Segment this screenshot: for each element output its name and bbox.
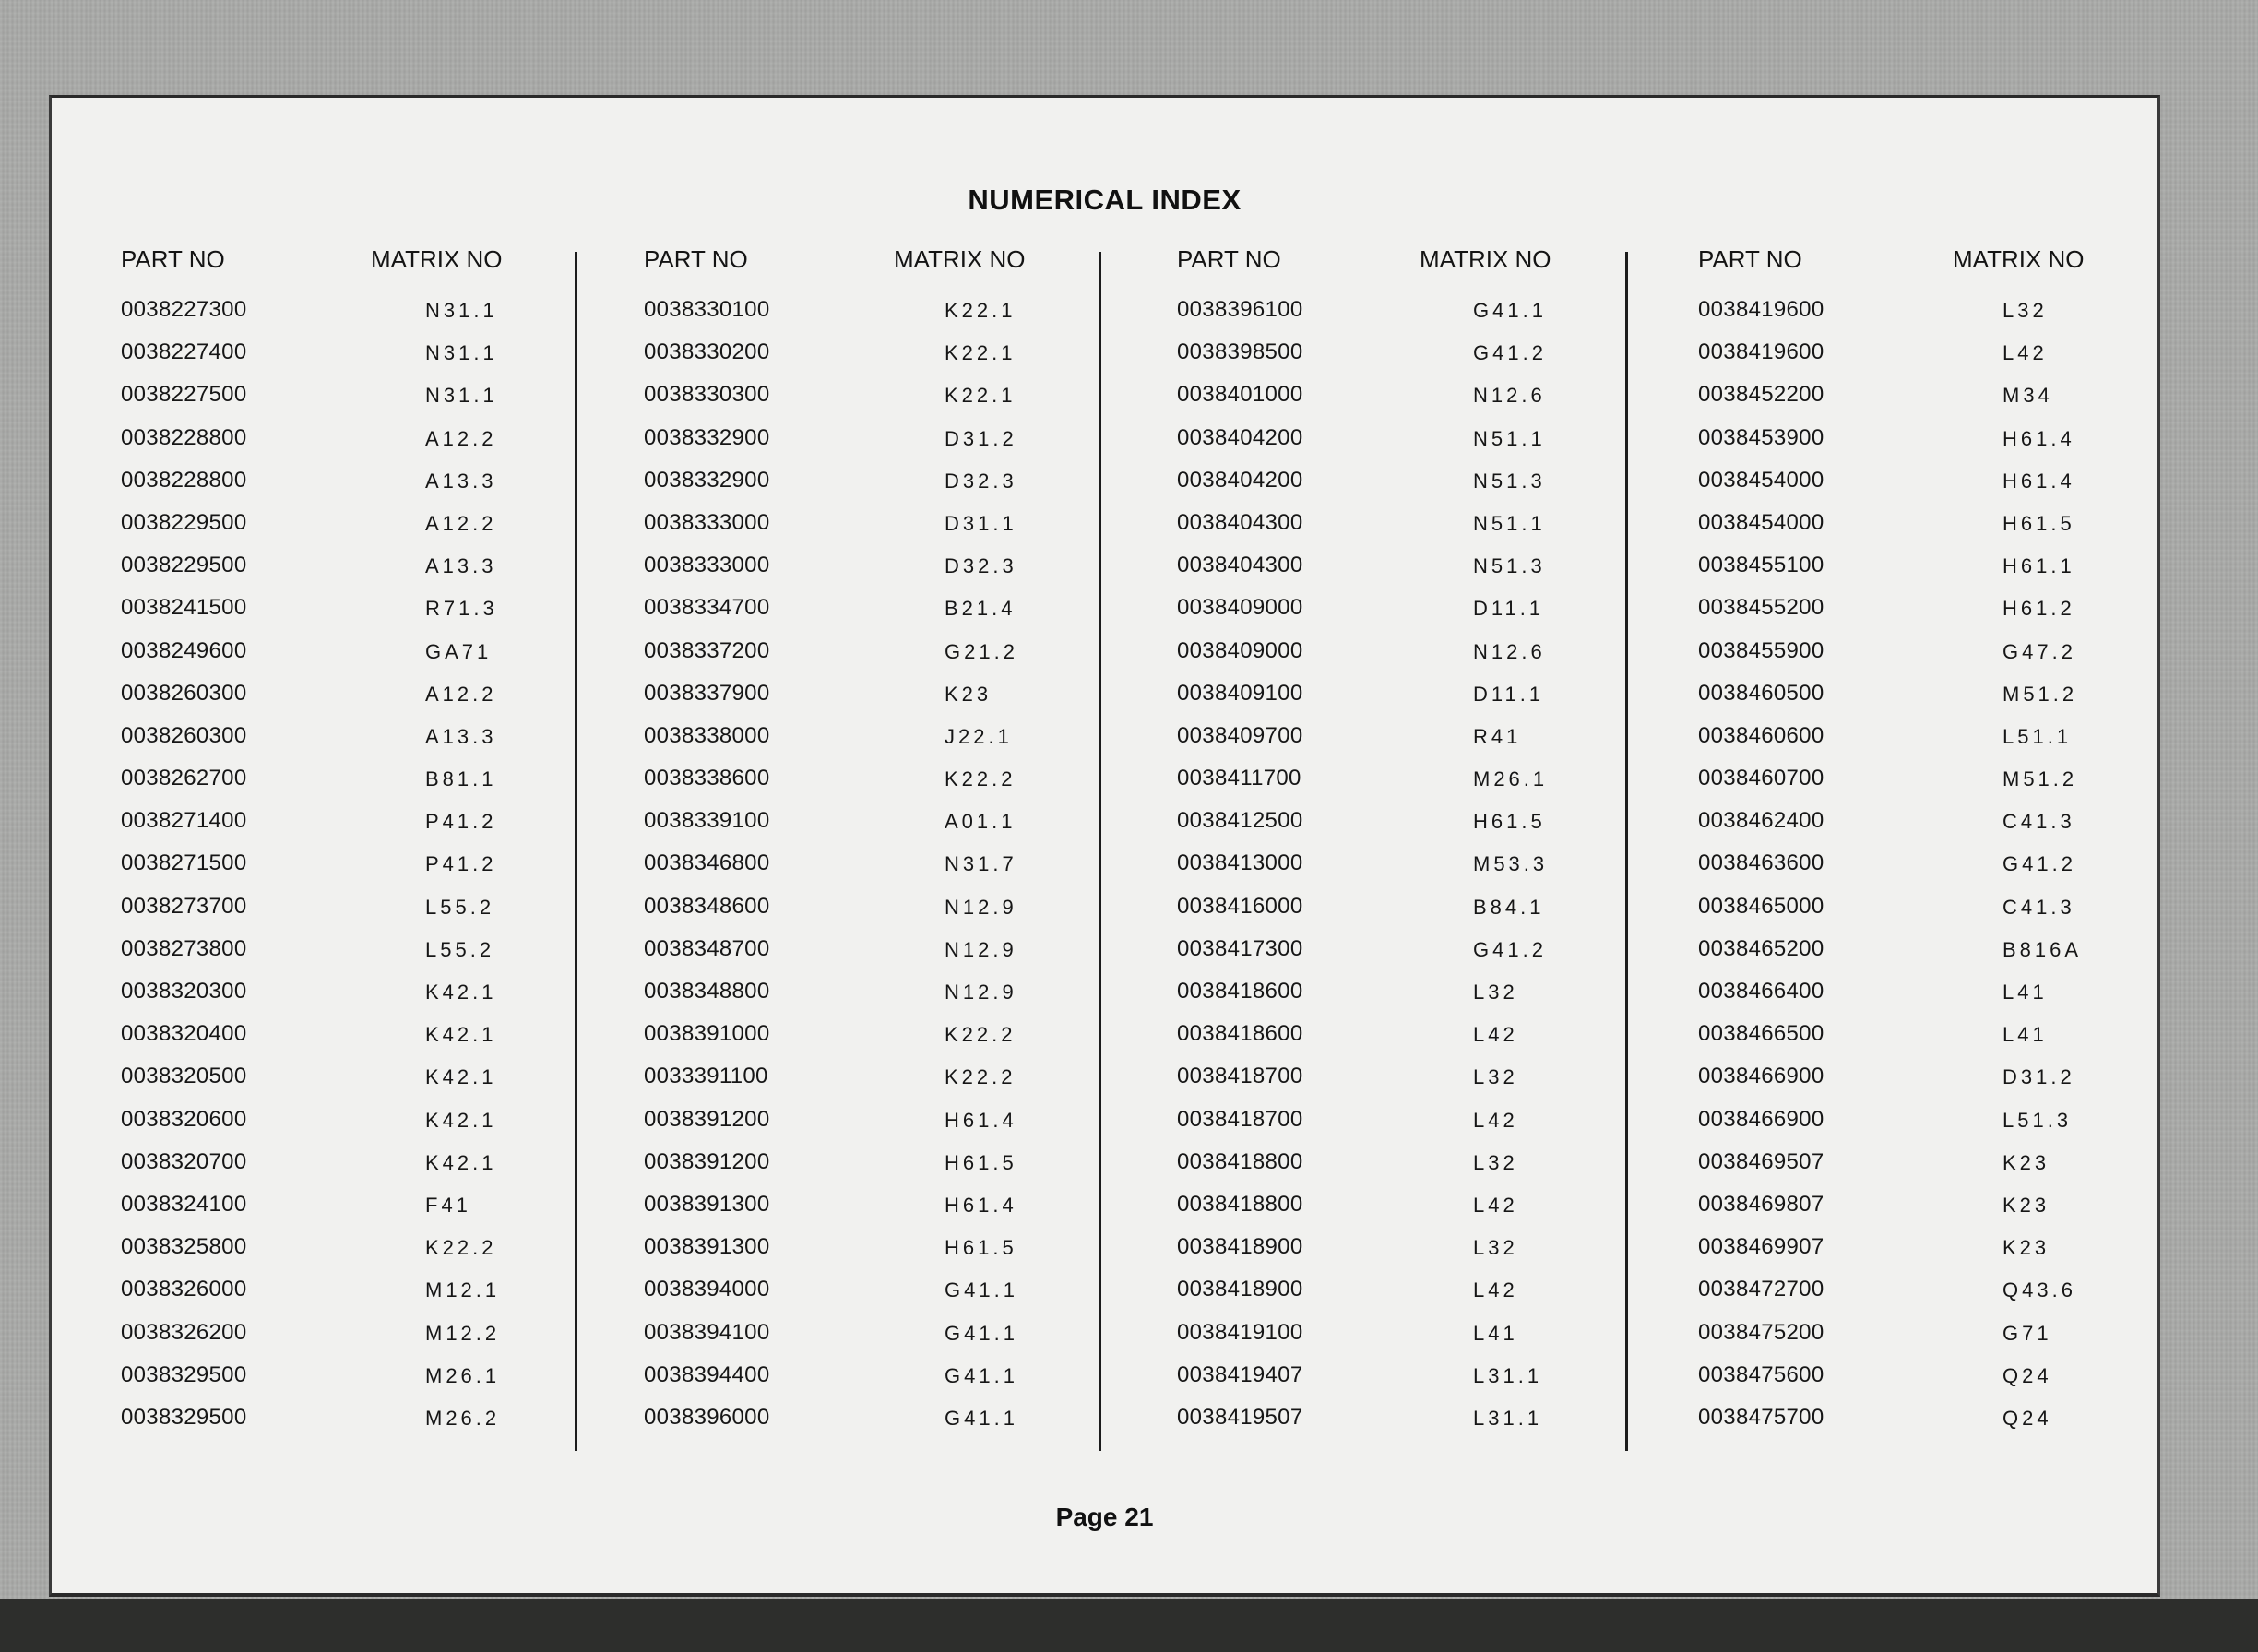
matrix-number: H61.2: [2002, 597, 2075, 621]
part-number: 0038227500: [121, 382, 247, 408]
part-number: 0038391300: [644, 1234, 770, 1260]
matrix-number: N31.7: [945, 852, 1017, 876]
part-number: 0038475200: [1698, 1319, 1824, 1345]
part-number: 0038472700: [1698, 1277, 1824, 1302]
matrix-number: L31.1: [1473, 1363, 1543, 1387]
matrix-number: N12.9: [945, 937, 1017, 961]
part-number: 0038249600: [121, 637, 247, 663]
part-number: 0038416000: [1177, 893, 1303, 919]
matrix-number: H61.4: [2002, 469, 2075, 493]
part-no-header: PART NO: [121, 245, 225, 273]
part-number: 0038271500: [121, 850, 247, 876]
part-number: 0038460600: [1698, 722, 1824, 748]
matrix-number: M34: [2002, 384, 2053, 408]
part-number: 0038417300: [1177, 935, 1303, 961]
matrix-number: K42.1: [425, 1065, 497, 1089]
matrix-number: B84.1: [1473, 895, 1545, 919]
part-number: 0038419507: [1177, 1404, 1303, 1430]
part-number: 0038338600: [644, 766, 770, 791]
part-number: 0038229500: [121, 553, 247, 578]
part-number: 0038469807: [1698, 1191, 1824, 1217]
part-number: 0038418900: [1177, 1277, 1303, 1302]
part-number: 0038320400: [121, 1021, 247, 1047]
matrix-number: R41: [1473, 724, 1522, 748]
matrix-number: L32: [1473, 981, 1518, 1004]
part-number: 0038452200: [1698, 382, 1824, 408]
part-number: 0038466900: [1698, 1064, 1824, 1089]
matrix-number: K23: [2002, 1236, 2050, 1260]
matrix-number: N12.9: [945, 981, 1017, 1004]
part-number: 0038391000: [644, 1021, 770, 1047]
matrix-number: P41.2: [425, 852, 497, 876]
matrix-number: K22.2: [945, 767, 1016, 791]
matrix-number: L42: [2002, 341, 2048, 365]
matrix-number: Q24: [2002, 1363, 2052, 1387]
matrix-number: G41.1: [1473, 299, 1547, 322]
matrix-number: H61.4: [2002, 426, 2075, 450]
matrix-number: K22.1: [945, 384, 1016, 408]
matrix-number: K22.2: [945, 1023, 1016, 1047]
matrix-number: H61.5: [945, 1150, 1017, 1174]
part-number: 0038409100: [1177, 680, 1303, 706]
part-number: 0038466400: [1698, 979, 1824, 1004]
matrix-number: H61.5: [945, 1236, 1017, 1260]
matrix-number: G47.2: [2002, 639, 2076, 663]
part-number: 0038454000: [1698, 509, 1824, 535]
matrix-number: M51.2: [2002, 767, 2078, 791]
matrix-number: K42.1: [425, 981, 497, 1004]
part-number: 0038394100: [644, 1319, 770, 1345]
part-number: 0038418800: [1177, 1191, 1303, 1217]
index-sheet: [49, 95, 2160, 1597]
part-number: 0038329500: [121, 1404, 247, 1430]
matrix-number: Q43.6: [2002, 1278, 2076, 1302]
matrix-number: G41.1: [945, 1363, 1018, 1387]
page-title: NUMERICAL INDEX: [968, 184, 1242, 216]
matrix-number: H61.1: [2002, 554, 2075, 578]
matrix-number: D31.1: [945, 511, 1017, 535]
part-number: 0038228800: [121, 424, 247, 450]
matrix-number: M12.1: [425, 1278, 501, 1302]
part-number: 0038409000: [1177, 637, 1303, 663]
matrix-number: L42: [1473, 1193, 1518, 1217]
part-number: 0038241500: [121, 595, 247, 621]
matrix-number: A12.2: [425, 682, 497, 706]
matrix-number: A01.1: [945, 810, 1016, 834]
matrix-number: N12.9: [945, 895, 1017, 919]
part-number: 0038418600: [1177, 979, 1303, 1004]
part-number: 0038333000: [644, 509, 770, 535]
part-number: 0038348600: [644, 893, 770, 919]
matrix-number: P41.2: [425, 810, 497, 834]
matrix-number: L41: [2002, 1023, 2048, 1047]
matrix-number: A13.3: [425, 469, 497, 493]
part-number: 0038454000: [1698, 467, 1824, 493]
part-number: 0038334700: [644, 595, 770, 621]
column-divider: [1625, 252, 1628, 1451]
part-number: 0038273700: [121, 893, 247, 919]
matrix-number: B816A: [2002, 937, 2083, 961]
part-number: 0038418700: [1177, 1064, 1303, 1089]
matrix-number: Q24: [2002, 1406, 2052, 1430]
part-number: 0038330200: [644, 339, 770, 365]
matrix-number: D32.3: [945, 469, 1017, 493]
part-number: 0038398500: [1177, 339, 1303, 365]
part-number: 0038391200: [644, 1106, 770, 1132]
part-number: 0038229500: [121, 509, 247, 535]
part-number: 0038418600: [1177, 1021, 1303, 1047]
matrix-number: B21.4: [945, 597, 1016, 621]
matrix-number: D31.2: [945, 426, 1017, 450]
matrix-number: M53.3: [1473, 852, 1549, 876]
part-number: 0038320500: [121, 1064, 247, 1089]
matrix-number: R71.3: [425, 597, 498, 621]
matrix-number: N51.1: [1473, 426, 1546, 450]
matrix-number: N12.6: [1473, 384, 1546, 408]
part-number: 0038332900: [644, 467, 770, 493]
part-number: 0038228800: [121, 467, 247, 493]
matrix-number: D31.2: [2002, 1065, 2075, 1089]
part-number: 0038260300: [121, 722, 247, 748]
matrix-number: G41.1: [945, 1321, 1018, 1345]
part-number: 0038455100: [1698, 553, 1824, 578]
matrix-number: L32: [1473, 1236, 1518, 1260]
part-number: 0038455200: [1698, 595, 1824, 621]
part-number: 0038320600: [121, 1106, 247, 1132]
part-number: 0038475600: [1698, 1361, 1824, 1387]
matrix-number: N51.3: [1473, 554, 1546, 578]
matrix-number: L32: [1473, 1150, 1518, 1174]
part-number: 0038419100: [1177, 1319, 1303, 1345]
part-number: 0038227300: [121, 297, 247, 322]
part-number: 0038394400: [644, 1361, 770, 1387]
matrix-number: G21.2: [945, 639, 1018, 663]
matrix-number: K23: [2002, 1150, 2050, 1174]
part-number: 0038330100: [644, 297, 770, 322]
part-no-header: PART NO: [1177, 245, 1281, 273]
matrix-no-header: MATRIX NO: [1420, 245, 1551, 273]
matrix-number: G41.2: [2002, 852, 2076, 876]
part-number: 0038394000: [644, 1277, 770, 1302]
matrix-number: L51.3: [2002, 1108, 2073, 1132]
part-number: 0038469907: [1698, 1234, 1824, 1260]
matrix-number: D11.1: [1473, 682, 1545, 706]
matrix-number: G41.1: [945, 1278, 1018, 1302]
matrix-number: G41.1: [945, 1406, 1018, 1430]
part-number: 0038339100: [644, 808, 770, 834]
matrix-number: G71: [2002, 1321, 2052, 1345]
matrix-number: N31.1: [425, 384, 498, 408]
part-number: 0038469507: [1698, 1148, 1824, 1174]
part-number: 0038404300: [1177, 509, 1303, 535]
part-number: 0038455900: [1698, 637, 1824, 663]
part-no-header: PART NO: [1698, 245, 1802, 273]
matrix-number: K22.1: [945, 341, 1016, 365]
matrix-number: K23: [2002, 1193, 2050, 1217]
part-number: 0038409700: [1177, 722, 1303, 748]
part-number: 0038333000: [644, 553, 770, 578]
part-number: 0038475700: [1698, 1404, 1824, 1430]
matrix-number: J22.1: [945, 724, 1013, 748]
part-number: 0038330300: [644, 382, 770, 408]
matrix-number: K42.1: [425, 1150, 497, 1174]
column-divider: [1099, 252, 1101, 1451]
part-number: 0038227400: [121, 339, 247, 365]
part-number: 0038337200: [644, 637, 770, 663]
matrix-number: A13.3: [425, 554, 497, 578]
matrix-number: A13.3: [425, 724, 497, 748]
part-number: 0038466900: [1698, 1106, 1824, 1132]
part-number: 0038332900: [644, 424, 770, 450]
matrix-number: L41: [1473, 1321, 1518, 1345]
part-number: 0038391200: [644, 1148, 770, 1174]
part-number: 0038271400: [121, 808, 247, 834]
part-number: 0038460500: [1698, 680, 1824, 706]
background-edge: [0, 1599, 2258, 1652]
matrix-number: N51.3: [1473, 469, 1546, 493]
matrix-no-header: MATRIX NO: [894, 245, 1026, 273]
matrix-number: D32.3: [945, 554, 1017, 578]
part-number: 0038326200: [121, 1319, 247, 1345]
matrix-number: K22.2: [425, 1236, 497, 1260]
matrix-number: A12.2: [425, 511, 497, 535]
part-number: 0038338000: [644, 722, 770, 748]
part-number: 0038465000: [1698, 893, 1824, 919]
part-number: 0038419407: [1177, 1361, 1303, 1387]
matrix-number: L31.1: [1473, 1406, 1543, 1430]
part-number: 0038413000: [1177, 850, 1303, 876]
part-number: 0038404300: [1177, 553, 1303, 578]
part-number: 0038418700: [1177, 1106, 1303, 1132]
matrix-number: C41.3: [2002, 895, 2075, 919]
part-number: 0038320700: [121, 1148, 247, 1174]
part-number: 0038326000: [121, 1277, 247, 1302]
matrix-number: H61.5: [2002, 511, 2075, 535]
matrix-number: H61.4: [945, 1108, 1017, 1132]
part-number: 0038337900: [644, 680, 770, 706]
matrix-number: H61.4: [945, 1193, 1017, 1217]
part-number: 0038273800: [121, 935, 247, 961]
part-number: 0038348800: [644, 979, 770, 1004]
matrix-number: GA71: [425, 639, 493, 663]
matrix-number: M12.2: [425, 1321, 501, 1345]
part-number: 0038419600: [1698, 339, 1824, 365]
part-number: 0038465200: [1698, 935, 1824, 961]
part-number: 0038329500: [121, 1361, 247, 1387]
matrix-number: L42: [1473, 1023, 1518, 1047]
part-number: 0038391300: [644, 1191, 770, 1217]
part-number: 0038453900: [1698, 424, 1824, 450]
part-number: 0038401000: [1177, 382, 1303, 408]
part-number: 0038262700: [121, 766, 247, 791]
matrix-number: L55.2: [425, 895, 495, 919]
matrix-no-header: MATRIX NO: [1953, 245, 2085, 273]
part-number: 0038348700: [644, 935, 770, 961]
matrix-number: F41: [425, 1193, 471, 1217]
part-number: 0038411700: [1177, 766, 1301, 791]
matrix-number: N31.1: [425, 299, 498, 322]
part-number: 0038346800: [644, 850, 770, 876]
matrix-number: K22.2: [945, 1065, 1016, 1089]
matrix-number: N12.6: [1473, 639, 1546, 663]
matrix-number: M26.1: [1473, 767, 1549, 791]
part-number: 0038325800: [121, 1234, 247, 1260]
matrix-number: M51.2: [2002, 682, 2078, 706]
matrix-number: L32: [1473, 1065, 1518, 1089]
column-divider: [575, 252, 577, 1451]
part-number: 0038412500: [1177, 808, 1303, 834]
matrix-number: L42: [1473, 1108, 1518, 1132]
part-number: 0038260300: [121, 680, 247, 706]
matrix-number: K42.1: [425, 1023, 497, 1047]
matrix-no-header: MATRIX NO: [371, 245, 503, 273]
matrix-number: K23: [945, 682, 992, 706]
matrix-number: G41.2: [1473, 341, 1547, 365]
matrix-number: L32: [2002, 299, 2048, 322]
part-number: 0038418900: [1177, 1234, 1303, 1260]
matrix-number: L41: [2002, 981, 2048, 1004]
part-number: 0038409000: [1177, 595, 1303, 621]
part-number: 0038396000: [644, 1404, 770, 1430]
part-number: 0038324100: [121, 1191, 247, 1217]
matrix-number: M26.1: [425, 1363, 501, 1387]
matrix-number: H61.5: [1473, 810, 1546, 834]
matrix-number: D11.1: [1473, 597, 1545, 621]
matrix-number: K22.1: [945, 299, 1016, 322]
matrix-number: M26.2: [425, 1406, 501, 1430]
part-number: 0038396100: [1177, 297, 1303, 322]
part-number: 0033391100: [644, 1064, 768, 1089]
matrix-number: K42.1: [425, 1108, 497, 1132]
part-number: 0038462400: [1698, 808, 1824, 834]
matrix-number: N31.1: [425, 341, 498, 365]
part-number: 0038404200: [1177, 424, 1303, 450]
matrix-number: N51.1: [1473, 511, 1546, 535]
part-number: 0038320300: [121, 979, 247, 1004]
matrix-number: B81.1: [425, 767, 497, 791]
matrix-number: L51.1: [2002, 724, 2073, 748]
part-number: 0038466500: [1698, 1021, 1824, 1047]
part-number: 0038418800: [1177, 1148, 1303, 1174]
part-number: 0038419600: [1698, 297, 1824, 322]
part-no-header: PART NO: [644, 245, 748, 273]
matrix-number: A12.2: [425, 426, 497, 450]
matrix-number: L42: [1473, 1278, 1518, 1302]
page-number: Page 21: [1055, 1503, 1154, 1531]
part-number: 0038463600: [1698, 850, 1824, 876]
part-number: 0038404200: [1177, 467, 1303, 493]
part-number: 0038460700: [1698, 766, 1824, 791]
matrix-number: L55.2: [425, 937, 495, 961]
matrix-number: G41.2: [1473, 937, 1547, 961]
matrix-number: C41.3: [2002, 810, 2075, 834]
